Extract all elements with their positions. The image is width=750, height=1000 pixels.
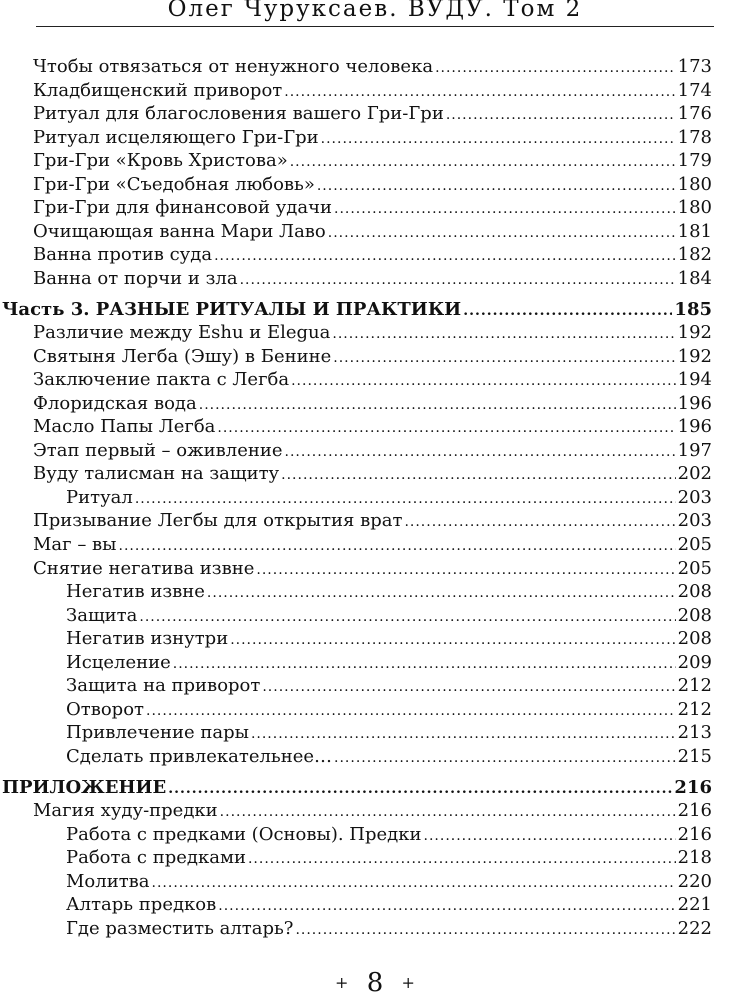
- toc-entry-title: Исцеление: [66, 651, 171, 673]
- toc-leader-dots: [230, 628, 675, 652]
- toc-entry-title: ПРИЛОЖЕНИЕ: [2, 776, 167, 798]
- toc-leader-dots: [199, 393, 676, 417]
- toc-entry: [33, 345, 712, 369]
- toc-entry-title: Защита на приворот: [66, 675, 261, 697]
- toc-entry-title: Очищающая ванна Мари Лаво: [33, 220, 326, 242]
- toc-entry: [33, 368, 712, 392]
- toc-leader-dots: [463, 299, 672, 323]
- toc-entry-page: 213: [677, 722, 712, 744]
- toc-leader-dots: [333, 346, 675, 370]
- toc-entry-page: 212: [677, 675, 712, 697]
- toc-entry-title: Вуду талисман на защиту: [33, 463, 280, 485]
- toc-entry: [33, 243, 712, 267]
- toc-leader-dots: [435, 56, 676, 80]
- toc-entry: [33, 799, 712, 823]
- running-head: Олег Чуруксаев. ВУДУ. Том 2: [0, 0, 750, 22]
- toc-entry-page: 173: [677, 56, 712, 77]
- toc-entry-page: 184: [677, 267, 712, 289]
- toc-entry-title: Призывание Легбы для открытия врат: [33, 510, 403, 532]
- toc-entry: [66, 823, 712, 847]
- toc-entry-page: 208: [677, 628, 712, 650]
- toc-leader-dots: [295, 918, 675, 942]
- toc-entry-title: Негатив извне: [66, 581, 205, 603]
- toc-entry-title: Святыня Легба (Эшу) в Бенине: [33, 345, 332, 367]
- toc-entry-title: Защита: [66, 604, 138, 626]
- toc-leader-dots: [214, 244, 676, 268]
- toc-leader-dots: [317, 174, 676, 198]
- toc-leader-dots: [119, 534, 676, 558]
- toc-entry: [33, 462, 712, 486]
- toc-entry-title: Маг – вы: [33, 534, 117, 555]
- page-number: [0, 968, 750, 998]
- toc-entry-title: Привлечение пары: [66, 722, 249, 744]
- toc-entry: [33, 196, 712, 220]
- toc-entry: [66, 917, 712, 941]
- toc-entry-page: 203: [677, 486, 712, 508]
- toc-entry: [33, 173, 712, 197]
- toc-leader-dots: [173, 652, 676, 676]
- toc-entry-title: Чтобы отвязаться от ненужного человека: [33, 56, 434, 77]
- toc-entry: [33, 415, 712, 439]
- toc-entry-title: Флоридская вода: [33, 392, 197, 414]
- toc-leader-dots: [334, 746, 676, 770]
- toc-entry: [66, 846, 712, 870]
- toc-entry-page: 192: [677, 322, 712, 344]
- toc-entry-title: Сделать привлекательнее…: [66, 745, 333, 767]
- toc-entry-title: Гри-Гри для финансовой удачи: [33, 197, 332, 219]
- toc-entry: [33, 509, 712, 533]
- toc-entry-title: Где разместить алтарь?: [66, 917, 294, 939]
- ornament-right: +: [401, 973, 415, 992]
- toc-entry: [66, 698, 712, 722]
- toc-entry-page: 196: [677, 416, 712, 438]
- toc-entry-title: Ритуал: [66, 486, 133, 508]
- toc-leader-dots: [146, 699, 676, 723]
- toc-entry-page: 196: [677, 392, 712, 414]
- toc-entry-page: 178: [677, 126, 712, 148]
- toc-entry-title: Гри-Гри «Съедобная любовь»: [33, 173, 315, 195]
- toc-entry-title: Снятие негатива извне: [33, 557, 255, 579]
- toc-leader-dots: [290, 150, 676, 174]
- toc-entry-page: 216: [674, 776, 712, 798]
- toc-entry-page: 208: [677, 581, 712, 603]
- toc-entry-title: Алтарь предков: [66, 894, 217, 916]
- toc-entry: [33, 439, 712, 463]
- toc-entry: [66, 627, 712, 651]
- toc-leader-dots: [218, 894, 675, 918]
- toc-entry: [66, 870, 712, 894]
- toc-leader-dots: [424, 824, 676, 848]
- toc-leader-dots: [168, 777, 672, 801]
- toc-entry-page: 209: [677, 651, 712, 673]
- toc-entry-page: 176: [677, 103, 712, 125]
- toc-entry: [66, 745, 712, 769]
- toc-entry-page: 218: [677, 847, 712, 869]
- toc-entry-page: 216: [677, 823, 712, 845]
- toc-entry: [33, 126, 712, 150]
- toc-entry-page: 216: [677, 800, 712, 822]
- toc-leader-dots: [291, 369, 676, 393]
- toc-entry: [33, 79, 712, 103]
- toc-entry-page: 215: [677, 745, 712, 767]
- toc-part-heading: [2, 776, 712, 800]
- toc-entry: [66, 893, 712, 917]
- toc-entry-title: Ритуал исцеляющего Гри-Гри: [33, 126, 319, 148]
- toc-leader-dots: [285, 440, 676, 464]
- toc-entry-title: Гри-Гри «Кровь Христова»: [33, 150, 288, 172]
- toc-leader-dots: [139, 605, 675, 629]
- toc-entry-page: 205: [677, 557, 712, 579]
- toc-leader-dots: [240, 268, 676, 292]
- toc-leader-dots: [332, 322, 675, 346]
- toc-entry: [66, 674, 712, 698]
- toc-entry-page: 185: [674, 298, 712, 320]
- toc-entry: [66, 721, 712, 745]
- toc-entry-page: 181: [677, 220, 712, 242]
- toc-entry-title: Часть 3. РАЗНЫЕ РИТУАЛЫ И ПРАКТИКИ: [2, 298, 462, 320]
- toc-entry: [33, 321, 712, 345]
- toc-entry-page: 197: [677, 439, 712, 461]
- toc-leader-dots: [284, 80, 675, 104]
- toc-entry-page: 208: [677, 604, 712, 626]
- toc-leader-dots: [217, 416, 675, 440]
- toc-entry-title: Молитва: [66, 870, 150, 892]
- toc-entry-title: Работа с предками: [66, 847, 246, 869]
- toc-leader-dots: [152, 871, 676, 895]
- toc-entry-title: Ритуал для благословения вашего Гри-Гри: [33, 103, 444, 125]
- toc-entry: [66, 486, 712, 510]
- toc-entry: [33, 55, 712, 79]
- toc-entry: [66, 580, 712, 604]
- toc-entry-page: 179: [677, 150, 712, 172]
- toc-leader-dots: [334, 197, 676, 221]
- toc-entry-title: Масло Папы Легба: [33, 416, 216, 438]
- toc-entry-title: Негатив изнутри: [66, 628, 229, 650]
- toc-entry-page: 182: [677, 244, 712, 266]
- toc-entry: [33, 149, 712, 173]
- toc-entry-page: 180: [677, 173, 712, 195]
- toc-entry: [66, 604, 712, 628]
- toc-entry: [33, 220, 712, 244]
- toc-entry-title: Заключение пакта с Легба: [33, 369, 290, 391]
- toc-leader-dots: [256, 558, 675, 582]
- toc-leader-dots: [248, 847, 676, 871]
- toc-entry-title: Этап первый – оживление: [33, 439, 283, 461]
- toc-entry-page: 202: [677, 463, 712, 485]
- toc-leader-dots: [135, 487, 676, 511]
- toc-entry-page: 203: [677, 510, 712, 532]
- toc-entry: [33, 557, 712, 581]
- toc-leader-dots: [262, 675, 675, 699]
- toc-entry-page: 212: [677, 698, 712, 720]
- toc-entry: [33, 392, 712, 416]
- toc-entry-title: Работа с предками (Основы). Предки: [66, 823, 422, 845]
- toc-entry-page: 174: [677, 79, 712, 101]
- toc-entry: [33, 102, 712, 126]
- toc-entry-title: Ванна против суда: [33, 244, 213, 266]
- toc-leader-dots: [207, 581, 676, 605]
- toc-entry: [33, 267, 712, 291]
- toc-entry-page: 221: [677, 894, 712, 916]
- toc-leader-dots: [220, 800, 676, 824]
- toc-entry: [33, 533, 712, 557]
- toc-entry-page: 180: [677, 197, 712, 219]
- toc-entry-title: Магия худу-предки: [33, 800, 218, 822]
- toc-entry-title: Отворот: [66, 698, 145, 720]
- toc-leader-dots: [321, 127, 676, 151]
- page-number-value: 8: [366, 968, 384, 998]
- toc-leader-dots: [281, 463, 675, 487]
- toc-entry-page: 222: [677, 917, 712, 939]
- toc-entry-title: Ванна от порчи и зла: [33, 267, 238, 289]
- toc-entry-page: 220: [677, 870, 712, 892]
- toc-part-heading: [2, 298, 712, 322]
- toc-leader-dots: [404, 510, 675, 534]
- ornament-left: +: [335, 973, 349, 992]
- toc-entry-page: 205: [677, 534, 712, 555]
- toc-leader-dots: [328, 221, 676, 245]
- toc-leader-dots: [446, 103, 676, 127]
- toc-entry-title: Различие между Eshu и Elegua: [33, 322, 331, 344]
- toc-entry-page: 192: [677, 345, 712, 367]
- toc-entry-page: 194: [677, 369, 712, 391]
- toc-leader-dots: [251, 722, 676, 746]
- toc-entry: [66, 651, 712, 675]
- toc-entry-title: Кладбищенский приворот: [33, 79, 283, 101]
